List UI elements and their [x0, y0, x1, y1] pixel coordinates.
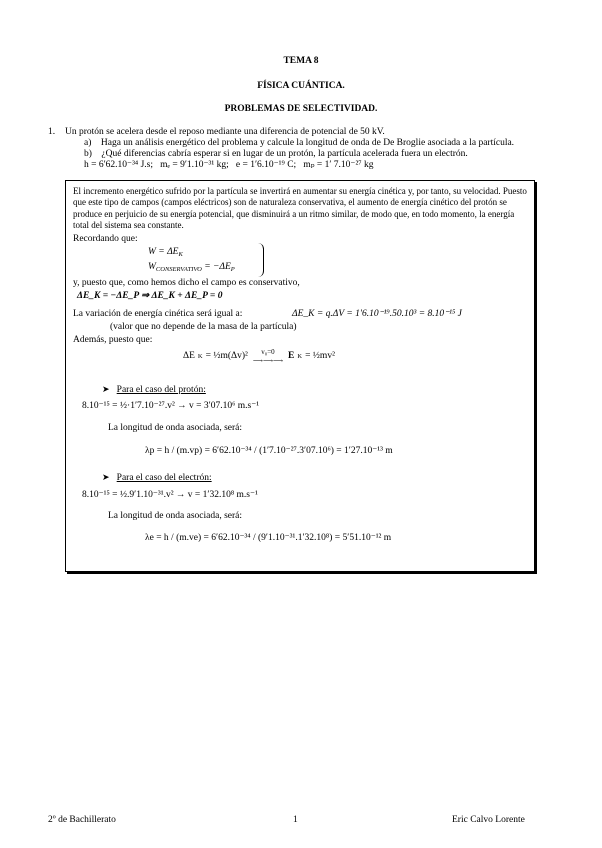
electron-wavelength-label: La longitud de onda asociada, será:: [108, 511, 243, 521]
footer-page-number: 1: [293, 815, 298, 825]
problem-part-a: a) Haga un análisis energético del problema y calcule la longitud de onda de De Broglie asociada a la partícula.: [84, 138, 515, 148]
proton-velocity-eq: 8.10⁻¹⁵ = ½·1′7.10⁻²⁷.v² → v = 3′07.10⁶ m.s⁻¹: [82, 401, 260, 411]
arrow-bullet-icon: ➤: [102, 384, 110, 394]
footer-course: 2º de Bachillerato: [48, 815, 116, 825]
arrow-condition: v₀=0: [261, 348, 275, 356]
eq-work: $W = \Delta E_K$: [148, 247, 183, 258]
electron-wavelength-eq: λe = h / (m.ve) = 6′62.10⁻³⁴ / (9′1.10⁻³¹.1′32.10⁸) = 5′51.10⁻¹² m: [145, 533, 392, 543]
tema-title: TEMA 8: [283, 56, 319, 66]
ademas-label: Además, puesto que:: [73, 335, 153, 345]
problem-part-b: b) ¿Qué diferencias cabría esperar si en lugar de un protón, la partícula acelerada fuera un electrón.: [84, 149, 468, 159]
problem-statement: Un protón se acelera desde el reposo mediante una diferencia de potencial de 50 kV.: [65, 127, 385, 137]
arrow-icon: ⟶⟶⟶: [252, 356, 284, 365]
problem-number: 1.: [48, 127, 56, 137]
arrow-bullet-icon: ➤: [102, 472, 110, 482]
eq-work-conservative: $W_{CONSERVATIVO} = -\Delta E_P$: [148, 262, 235, 273]
proton-wavelength-label: La longitud de onda asociada, será:: [108, 423, 243, 433]
brace-symbol: [255, 243, 264, 277]
eq-kinetic-variation: ΔE_K = q.ΔV = 1′6.10⁻¹⁹.50.10³ = 8.10⁻¹⁵ J: [292, 309, 462, 319]
problem-data: h = 6′62.10⁻³⁴ J.s; mₑ = 9′1.10⁻³¹ kg; e = 1′6.10⁻¹⁹ C; mₚ = 1′ 7.10⁻²⁷ kg: [84, 160, 374, 170]
section-title: PROBLEMAS DE SELECTIVIDAD.: [224, 104, 378, 114]
variation-label: La variación de energía cinética será igual a:: [73, 309, 243, 319]
subject-title: FÍSICA CUÁNTICA.: [257, 81, 345, 91]
solution-intro: El incremento energético sufrido por la partícula se invertirá en aumentar su energía cinética y, por tanto, su velocidad. Puesto que este tipo de campos (campos eléctricos) son de naturaleza conservativa, el aumento de energía cinético del protón se produce en perjuicio de su energía potencial, que disminuirá a un ritmo similar, de modo que, en todo momento, la energía total del sistema sea constante.: [73, 186, 527, 230]
proton-wavelength-eq: λp = h / (m.vp) = 6′62.10⁻³⁴ / (1′7.10⁻²⁷.3′07.10⁶) = 1′27.10⁻¹³ m: [145, 446, 393, 456]
eq-kinetic-energy: ΔE K = ½m(Δv)² v₀=0 ⟶⟶⟶ E K = ½mv²: [183, 348, 335, 365]
footer-author: Eric Calvo Lorente: [452, 815, 525, 825]
recordando-label: Recordando que:: [73, 234, 138, 244]
mass-note: (valor que no depende de la masa de la partícula): [110, 322, 297, 332]
electron-heading: ➤ Para el caso del electrón:: [102, 472, 212, 483]
eq-energy-conservation: ΔE_K = −ΔE_P ⇒ ΔE_K + ΔE_P = 0: [77, 291, 223, 301]
conservative-text: y, puesto que, como hemos dicho el campo es conservativo,: [73, 278, 300, 288]
electron-velocity-eq: 8.10⁻¹⁵ = ½.9′1.10⁻³¹.v² → v = 1′32.10⁸ m.s⁻¹: [82, 490, 258, 500]
proton-heading: ➤ Para el caso del protón:: [102, 384, 206, 395]
